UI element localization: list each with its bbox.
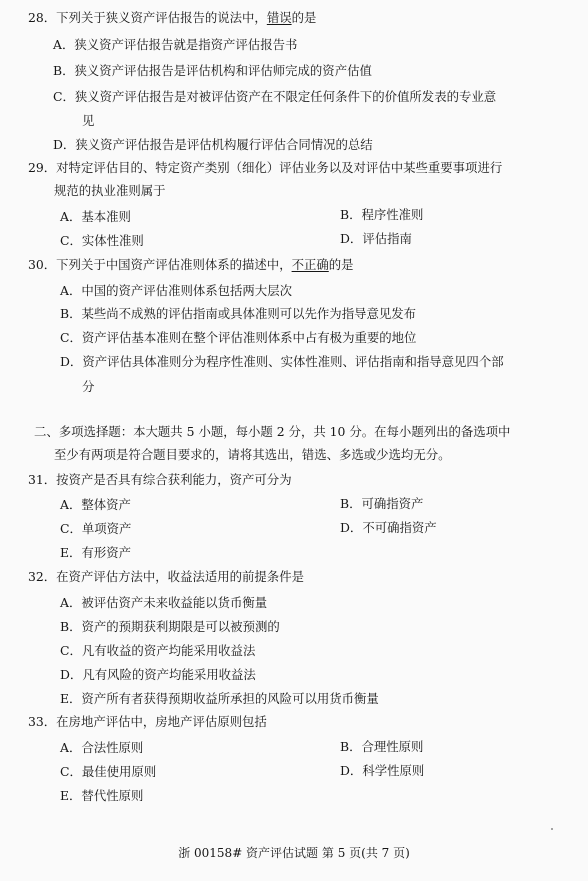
q30-option-b: B．某些尚不成熟的评估指南或具体准则可以先作为指导意见发布 bbox=[60, 306, 417, 321]
q31-option-a: A．整体资产 bbox=[60, 497, 131, 512]
q32-option-c: C．凡有收益的资产均能采用收益法 bbox=[60, 643, 256, 658]
q31-option-c: C．单项资产 bbox=[60, 521, 132, 536]
q28-stem-suffix: 的是 bbox=[291, 10, 317, 25]
q30-stem-suffix: 的是 bbox=[328, 257, 354, 272]
q33-option-c: C．最佳使用原则 bbox=[60, 764, 157, 779]
q28-option-c: C．狭义资产评估报告是对被评估资产在不限定任何条件下的价值所发表的专业意 bbox=[53, 89, 497, 104]
q32-option-e: E．资产所有者获得预期收益所承担的风险可以用货币衡量 bbox=[60, 691, 379, 706]
q32-option-a: A．被评估资产未来收益能以货币衡量 bbox=[60, 595, 268, 610]
q28-option-c-continued: 见 bbox=[82, 113, 95, 128]
section-2-instructions-continued: 至少有两项是符合题目要求的，请将其选出，错选、多选或少选均无分。 bbox=[54, 447, 451, 462]
question-30-stem bbox=[28, 257, 354, 273]
q28-stem-emphasis: 错误 bbox=[266, 10, 292, 25]
question-33-stem: 33．在房地产评估中，房地产评估原则包括 bbox=[28, 714, 267, 729]
q30-stem-emphasis: 不正确 bbox=[291, 257, 329, 272]
scan-speck bbox=[551, 828, 553, 830]
question-28-stem bbox=[28, 10, 316, 26]
q29-option-d: D．评估指南 bbox=[340, 231, 412, 246]
q28-option-a: A．狭义资产评估报告就是指资产评估报告书 bbox=[53, 37, 298, 52]
q28-option-d: D．狭义资产评估报告是评估机构履行评估合同情况的总结 bbox=[53, 137, 373, 152]
q31-option-d: D．不可确指资产 bbox=[340, 520, 437, 535]
q31-option-e: E．有形资产 bbox=[60, 545, 131, 560]
q33-option-e: E．替代性原则 bbox=[60, 788, 144, 803]
q30-stem-text: 30．下列关于中国资产评估准则体系的描述中， bbox=[28, 257, 292, 272]
q30-option-d-continued: 分 bbox=[82, 379, 95, 394]
q28-option-b: B．狭义资产评估报告是评估机构和评估师完成的资产估值 bbox=[53, 63, 372, 78]
q29-option-b: B．程序性准则 bbox=[340, 207, 424, 222]
q33-option-b: B．合理性原则 bbox=[340, 739, 424, 754]
q29-option-c: C．实体性准则 bbox=[60, 233, 144, 248]
section-2-instructions: 二、多项选择题：本大题共 5 小题，每小题 2 分，共 10 分。在每小题列出的备选项中 bbox=[34, 424, 511, 439]
q33-option-d: D．科学性原则 bbox=[340, 763, 425, 778]
q30-option-d: D．资产评估具体准则分为程序性准则、实体性准则、评估指南和指导意见四个部 bbox=[60, 354, 504, 369]
q29-option-a: A．基本准则 bbox=[60, 209, 131, 224]
question-29-stem: 29．对特定评估目的、特定资产类别（细化）评估业务以及对评估中某些重要事项进行 bbox=[28, 160, 503, 175]
page-footer: 浙 00158# 资产评估试题 第 5 页(共 7 页) bbox=[178, 846, 410, 860]
question-31-stem: 31．按资产是否具有综合获利能力，资产可分为 bbox=[28, 472, 292, 487]
q31-option-b: B．可确指资产 bbox=[340, 496, 424, 511]
question-32-stem: 32．在资产评估方法中，收益法适用的前提条件是 bbox=[28, 569, 304, 584]
question-29-stem-continued: 规范的执业准则属于 bbox=[54, 183, 166, 198]
q30-option-a: A．中国的资产评估准则体系包括两大层次 bbox=[60, 283, 292, 298]
q32-option-d: D．凡有风险的资产均能采用收益法 bbox=[60, 667, 256, 682]
q32-option-b: B．资产的预期获利期限是可以被预测的 bbox=[60, 619, 280, 634]
q33-option-a: A．合法性原则 bbox=[60, 740, 144, 755]
q30-option-c: C．资产评估基本准则在整个评估准则体系中占有极为重要的地位 bbox=[60, 330, 417, 345]
q28-stem-text: 28．下列关于狭义资产评估报告的说法中， bbox=[28, 10, 267, 25]
